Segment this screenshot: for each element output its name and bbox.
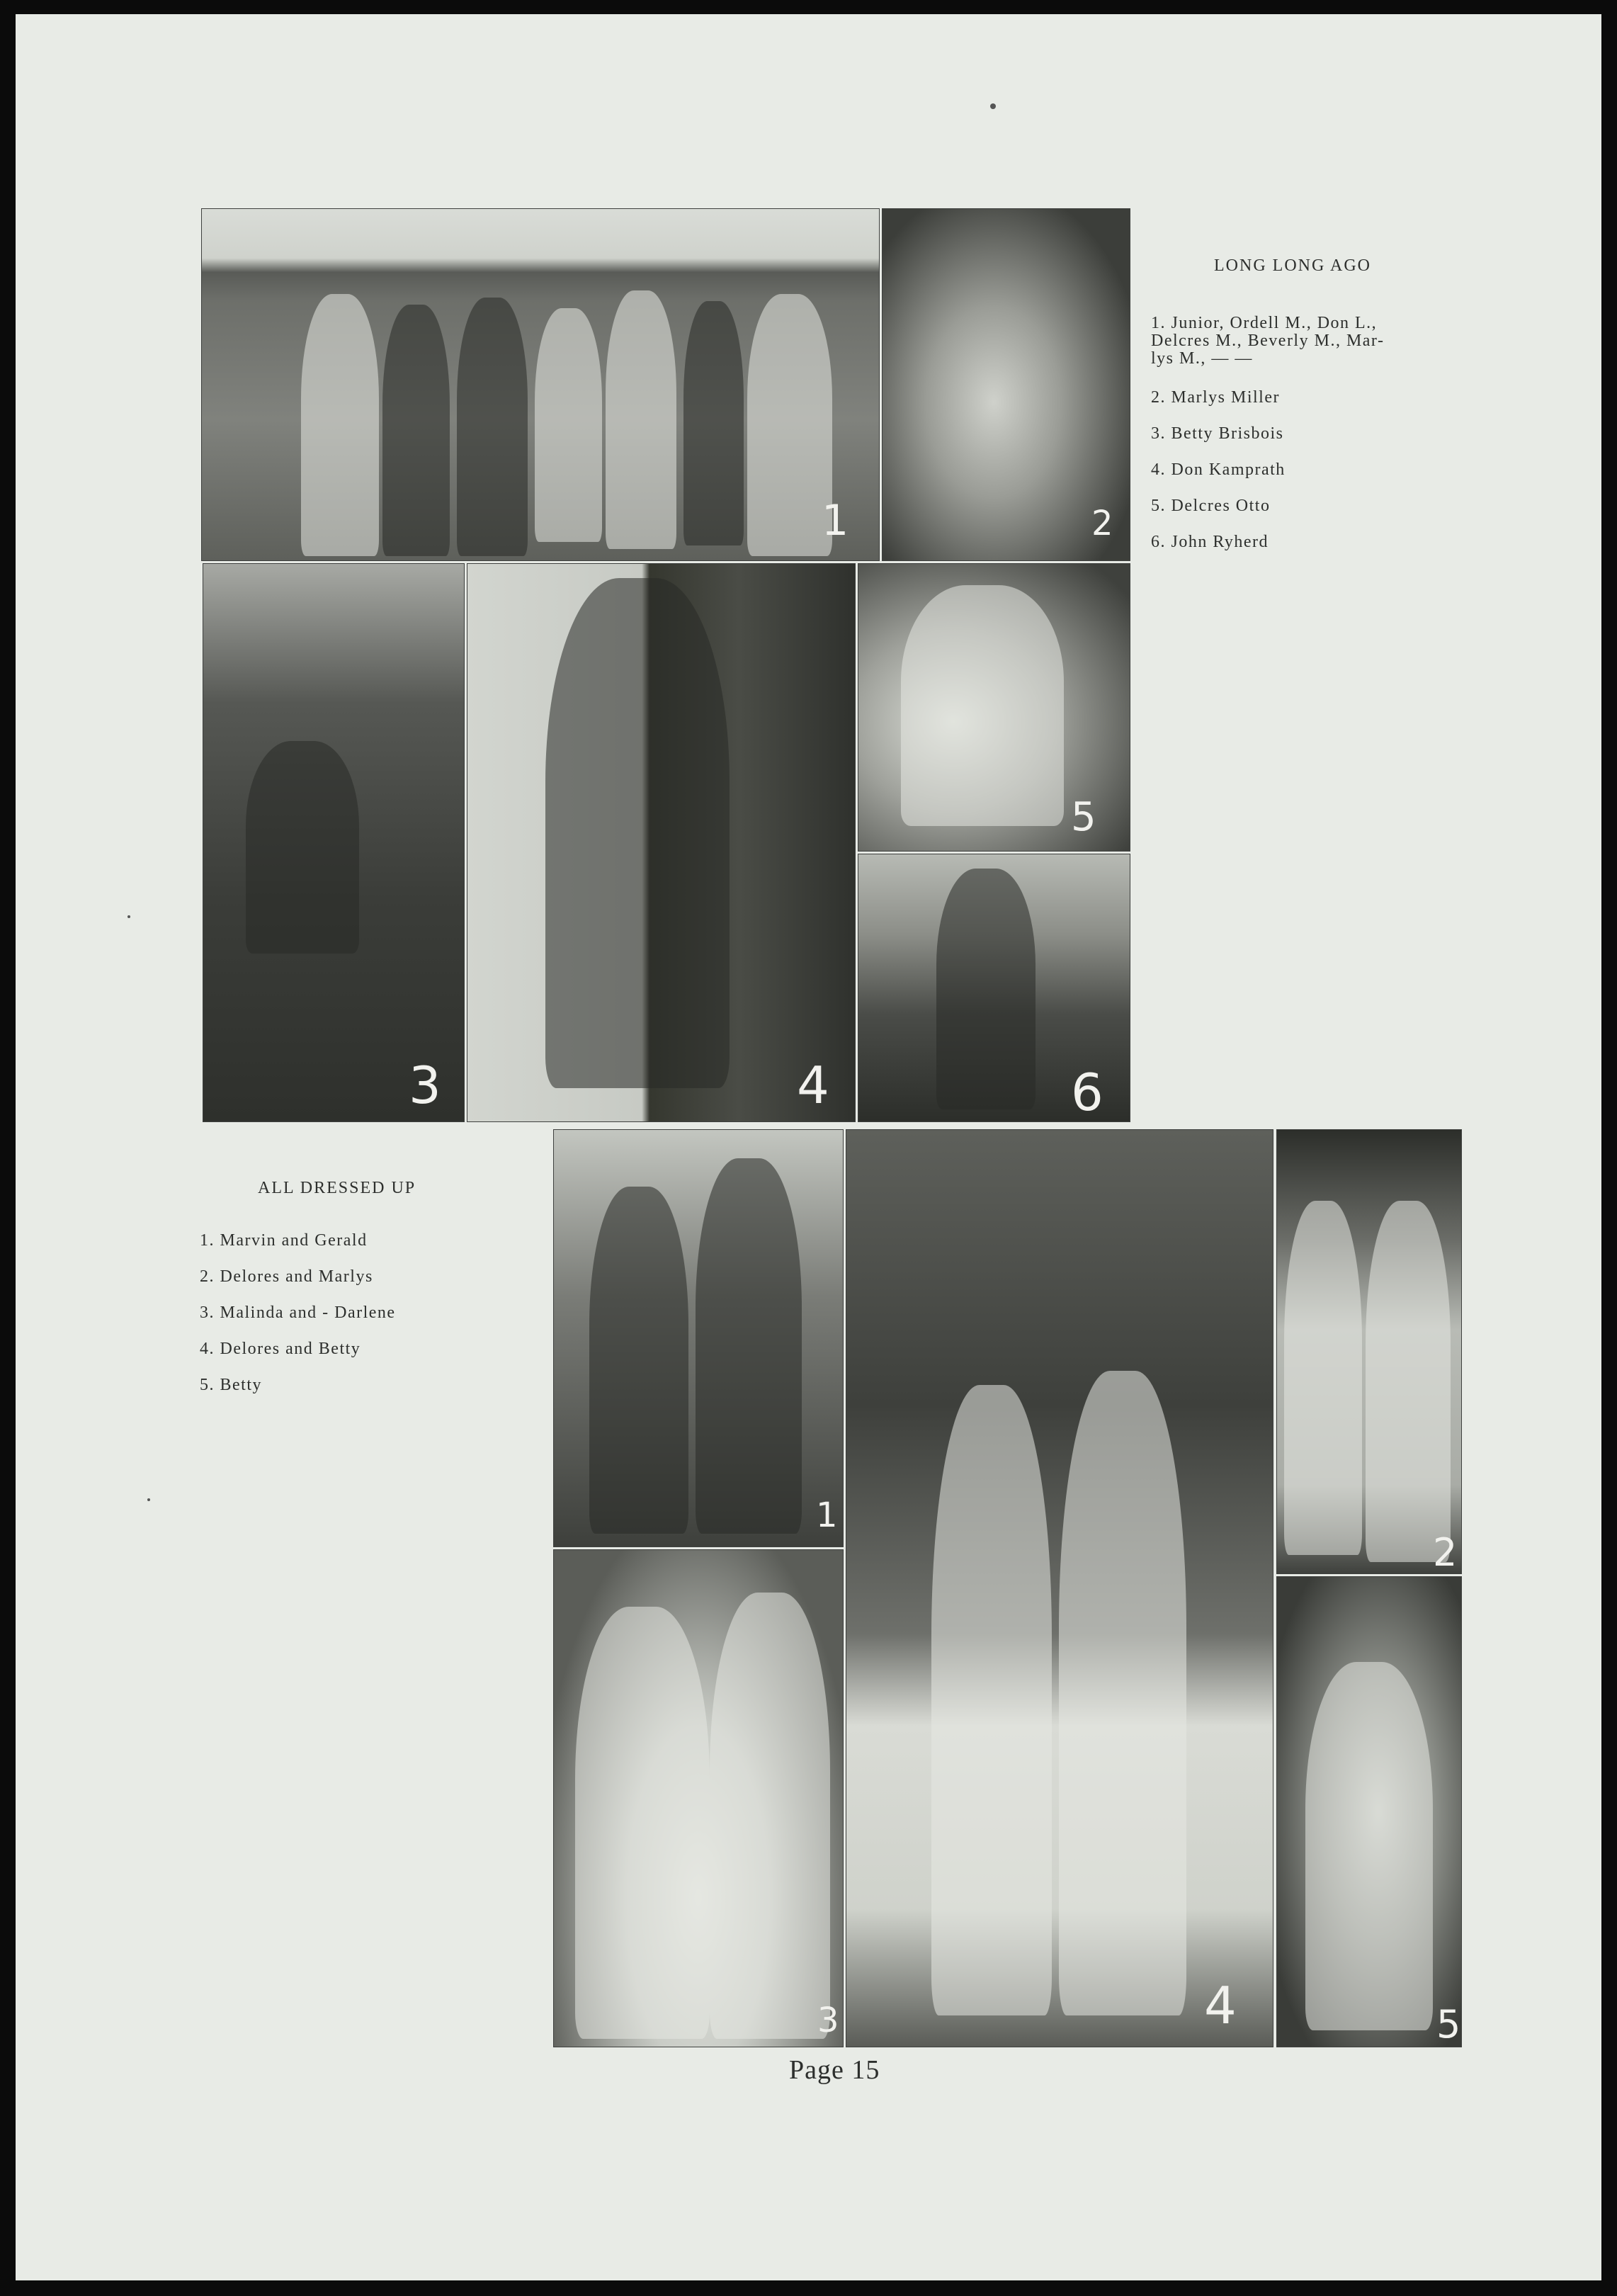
photo-long-long-ago-3 bbox=[203, 563, 465, 1122]
photo-number: 5 bbox=[1071, 794, 1096, 840]
photo-number: 2 bbox=[1433, 1530, 1458, 1574]
caption-title-long-long-ago: LONG LONG AGO bbox=[1214, 256, 1371, 275]
caption-item: 1. Junior, Ordell M., Don L., Delcres M., Beverly M., Mar- lys M., — — bbox=[1151, 314, 1385, 368]
caption-item: 1. Marvin and Gerald bbox=[200, 1231, 368, 1250]
photo-long-long-ago-5 bbox=[858, 563, 1130, 852]
photo-number: 4 bbox=[1204, 1976, 1237, 2035]
caption-item: 3. Malinda and - Darlene bbox=[200, 1303, 396, 1322]
print-speck bbox=[147, 1498, 150, 1501]
photo-all-dressed-up-2 bbox=[1276, 1129, 1462, 1574]
photo-all-dressed-up-4 bbox=[846, 1129, 1273, 2047]
caption-item: 2. Delores and Marlys bbox=[200, 1267, 373, 1286]
photo-long-long-ago-4 bbox=[467, 563, 856, 1122]
caption-item: 4. Don Kamprath bbox=[1151, 460, 1286, 479]
photo-all-dressed-up-3 bbox=[553, 1549, 844, 2047]
photo-number: 2 bbox=[1091, 504, 1113, 543]
print-speck bbox=[990, 103, 996, 109]
photo-number: 3 bbox=[409, 1056, 441, 1115]
caption-item: 3. Betty Brisbois bbox=[1151, 424, 1284, 443]
caption-list-all-dressed-up bbox=[200, 1232, 511, 1394]
caption-item: 5. Betty bbox=[200, 1376, 262, 1394]
photo-long-long-ago-2 bbox=[882, 208, 1130, 561]
photo-all-dressed-up-5 bbox=[1276, 1576, 1462, 2047]
photo-number: 1 bbox=[822, 496, 849, 545]
photo-number: 3 bbox=[817, 2001, 839, 2040]
caption-item: 2. Marlys Miller bbox=[1151, 388, 1280, 407]
photo-number: 1 bbox=[816, 1495, 838, 1535]
yearbook-page bbox=[16, 14, 1601, 2280]
page-number: Page 15 bbox=[789, 2055, 880, 2085]
caption-list-long-long-ago bbox=[1151, 315, 1512, 551]
photo-long-long-ago-6 bbox=[858, 854, 1130, 1122]
caption-item: 4. Delores and Betty bbox=[200, 1340, 361, 1358]
photo-number: 6 bbox=[1071, 1063, 1103, 1122]
caption-title-all-dressed-up: ALL DRESSED UP bbox=[258, 1179, 416, 1197]
photo-number: 5 bbox=[1436, 2002, 1461, 2047]
photo-all-dressed-up-1 bbox=[553, 1129, 844, 1547]
photo-number: 4 bbox=[797, 1056, 829, 1115]
caption-item: 6. John Ryherd bbox=[1151, 533, 1269, 551]
print-speck bbox=[127, 915, 130, 918]
caption-item: 5. Delcres Otto bbox=[1151, 497, 1271, 515]
photo-long-long-ago-1 bbox=[201, 208, 880, 561]
